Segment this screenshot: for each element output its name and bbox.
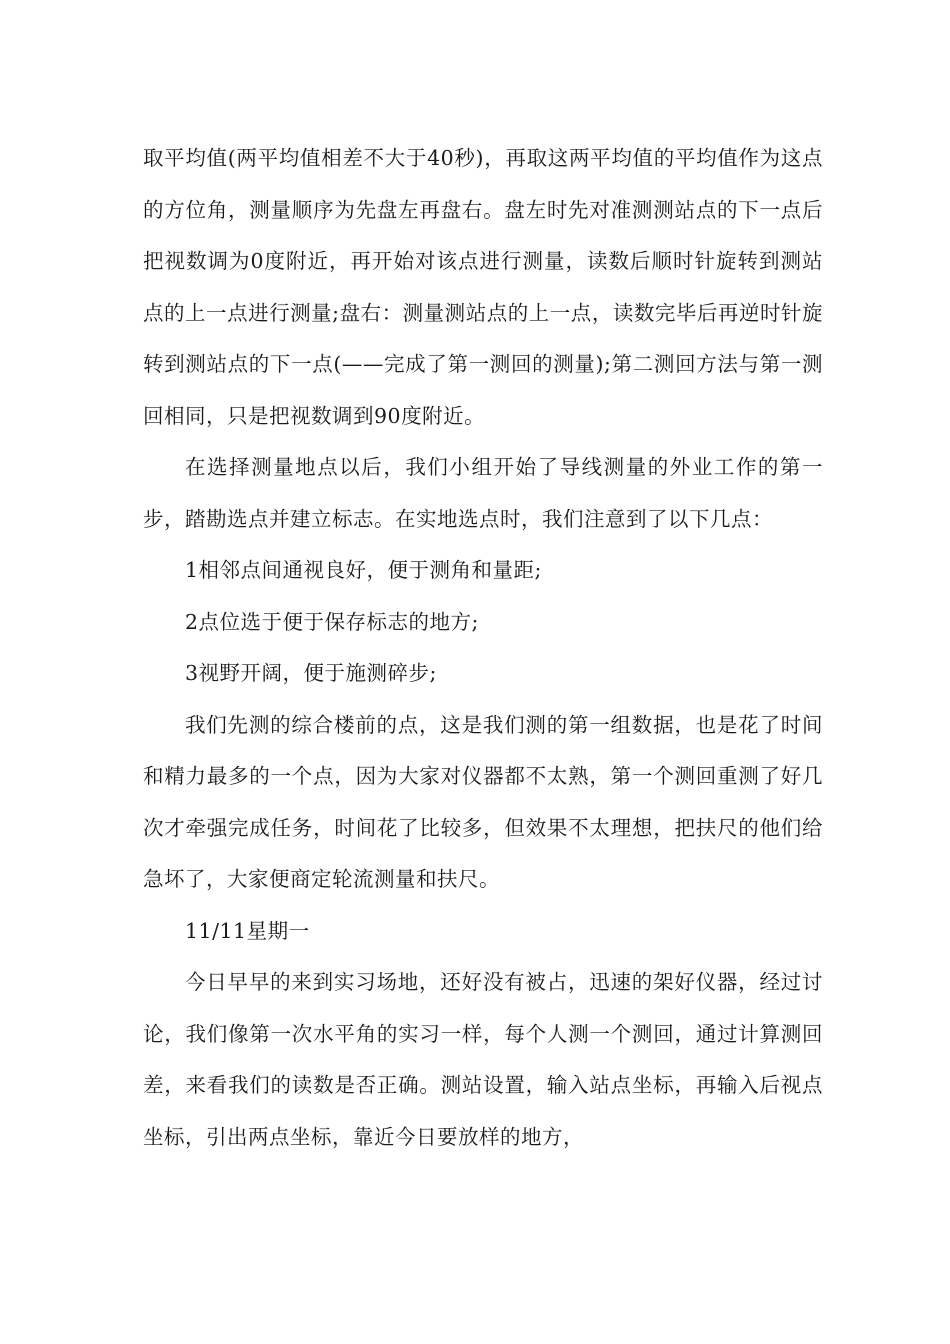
paragraph-first-measurement: 我们先测的综合楼前的点，这是我们测的第一组数据，也是花了时间和精力最多的一个点，因为大家对仪器都不太熟，第一个测回重测了好几次才牵强完成任务，时间花了比较多，但效果不太理想，把扶尺的他们给急坏了，大家便商定轮流测量和扶尺。	[143, 712, 823, 891]
paragraph-monday-work: 今日早早的来到实习场地，还好没有被占，迅速的架好仪器，经过讨论，我们像第一次水平角的实习一样，每个人测一个测回，通过计算测回差，来看我们的读数是否正确。测站设置，输入站点坐标，再输入后视点坐标，引出两点坐标，靠近今日要放样的地方，	[143, 970, 823, 1149]
paragraph-azimuth-method: 取平均值(两平均值相差不大于40秒)，再取这两平均值的平均值作为这点的方位角，测量顺序为先盘左再盘右。盘左时先对准测测站点的下一点后把视数调为0度附近，再开始对该点进行测量，读数后顺时针旋转到测站点的上一点进行测量;盘右：测量测站点的上一点，读数完毕后再逆时针旋转到测站点的下一点(——完成了第一测回的测量);第二测回方法与第一测回相同，只是把视数调到90度附近。	[143, 146, 823, 428]
list-item: 3视野开阔，便于施测碎步;	[185, 661, 437, 685]
list-item: 1相邻点间通视良好，便于测角和量距;	[185, 558, 542, 582]
paragraph-site-selection: 在选择测量地点以后，我们小组开始了导线测量的外业工作的第一步，踏勘选点并建立标志。在实地选点时，我们注意到了以下几点：	[143, 455, 823, 531]
document-body	[143, 133, 823, 1163]
list-item: 2点位选于便于保存标志的地方;	[185, 609, 479, 634]
date-heading: 11/11星期一	[185, 918, 310, 943]
